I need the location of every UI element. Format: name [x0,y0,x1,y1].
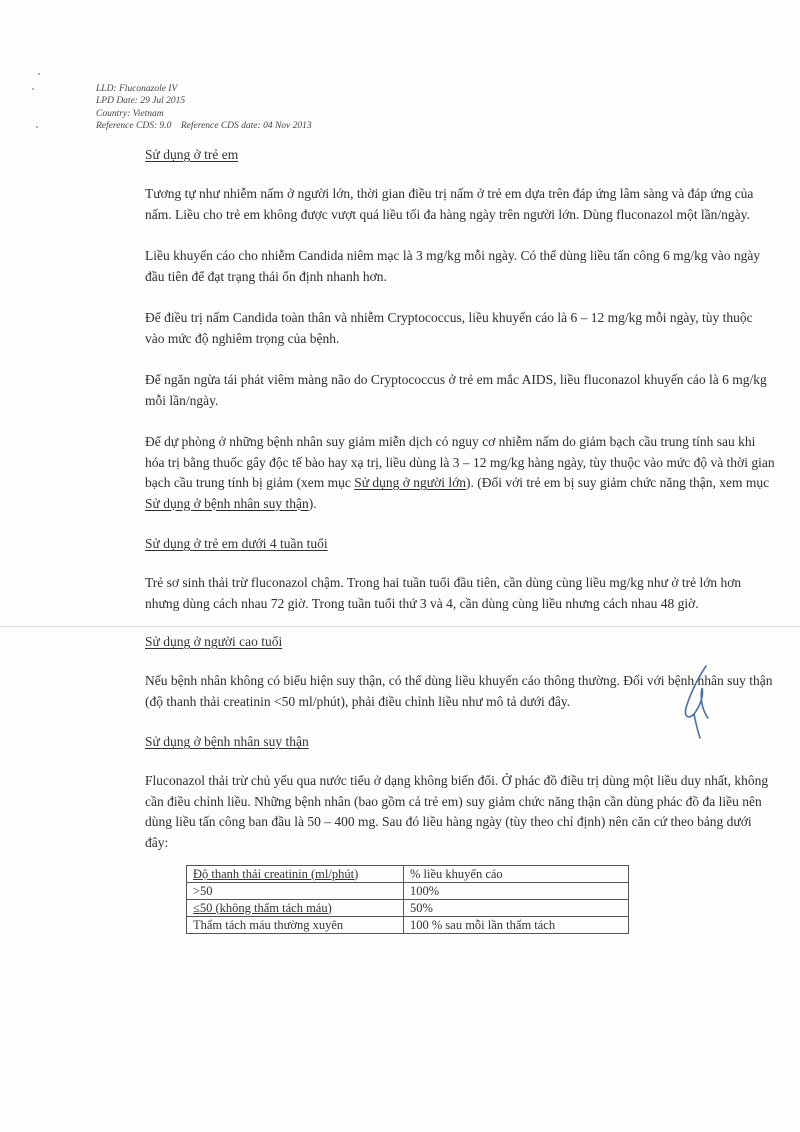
paragraph: Để điều trị nấm Candida toàn thân và nhiễm Cryptococcus, liều khuyến cáo là 6 – 12 mg/kg mỗi ngày, tùy thuộc vào mức độ nghiêm trọng của bệnh. [145,310,753,346]
scan-speck [32,88,34,90]
paragraph: Để ngăn ngừa tái phát viêm màng não do Cryptococcus ở trẻ em mắc AIDS, liều fluconazol khuyến cáo là 6 mg/kg mỗi lần/ngày. [145,372,767,408]
header-lpd-date: LPD Date: 29 Jul 2015 [96,96,186,107]
table-row [187,900,629,917]
table-header-cell: Độ thanh thải creatinin (ml/phút) [187,866,404,883]
table-cell: Thẩm tách máu thường xuyên [187,917,404,934]
section-heading-renal: Sử dụng ở bệnh nhân suy thận [145,734,309,749]
document-header [96,83,312,132]
text: Để dự phòng ở những bệnh nhân suy giảm miễn dịch có nguy cơ nhiễm nấm do giảm bạch cầu trung tính sau khi hóa trị bằng thuốc gây độc tế bào hay xạ trị, liều dùng là 3 – 12 mg/kg hàng ngày, tùy thuộc vào mức độ và thời gian bạch cầu trung tính bị giảm (xem mục [145,434,775,490]
signature-stroke [685,666,708,738]
table-cell: >50 [187,883,404,900]
header-country: Country: Vietnam [96,108,164,119]
paragraph-cross-reference [145,432,775,514]
table-cell: ≤50 (không thẩm tách máu) [187,900,404,917]
header-lld: LLD: Fluconazole IV [96,84,178,94]
section-heading-elderly: Sử dụng ở người cao tuổi [145,634,283,649]
header-reference: Reference CDS: 9.0 Reference CDS date: 04 Nov 2013 [96,120,312,131]
table-row [187,917,629,934]
table-cell: 100% [404,883,629,900]
scan-speck [38,73,40,75]
handwritten-initial-signature [676,664,720,742]
paragraph: Liều khuyến cáo cho nhiễm Candida niêm mạc là 3 mg/kg mỗi ngày. Có thể dùng liều tấn công 6 mg/kg vào ngày đầu tiên để đạt trạng thái ổn định nhanh hơn. [145,248,761,284]
paragraph: Nếu bệnh nhân không có biểu hiện suy thận, có thể dùng liều khuyến cáo thông thường. Đối với bệnh nhân suy thận (độ thanh thải creatinin <50 ml/phút), phải điều chỉnh liều như mô tả dưới đây. [145,673,773,709]
cross-reference-renal: Sử dụng ở bệnh nhân suy thận [145,495,309,511]
section-heading-infants: Sử dụng ở trẻ em dưới 4 tuần tuổi [145,536,328,551]
table-row [187,883,629,900]
text: ). [308,495,317,511]
section-heading-children: Sử dụng ở trẻ em [145,147,239,162]
paragraph: Fluconazol thải trừ chủ yếu qua nước tiểu ở dạng không biến đổi. Ở phác đồ điều trị dùng một liều duy nhất, không cần điều chỉnh liều. Những bệnh nhân (bao gồm cả trẻ em) suy giảm chức năng thận cần dùng phác đồ đa liều nên dùng liều tấn công ban đầu là 50 – 400 mg. Sau đó liều hàng ngày (tùy theo chỉ định) nên căn cứ theo bảng dưới đây: [145,773,769,850]
paragraph: Tương tự như nhiễm nấm ở người lớn, thời gian điều trị nấm ở trẻ em dựa trên đáp ứng lâm sàng và đáp ứng của nấm. Liều cho trẻ em không được vượt quá liều tối đa hàng ngày trên người lớn. Dùng fluconazol một lần/ngày. [145,186,754,222]
dose-adjustment-table [186,865,629,934]
table-header-row [187,866,629,883]
table-cell: 100 % sau mỗi lần thẩm tách [404,917,629,934]
paragraph: Trẻ sơ sinh thải trừ fluconazol chậm. Trong hai tuần tuổi đầu tiên, cần dùng cùng liều mg/kg như ở trẻ lớn hơn nhưng dùng cách nhau 72 giờ. Trong tuần tuổi thứ 3 và 4, cần dùng cùng liều nhưng cách nhau 48 giờ. [145,575,742,611]
cross-reference-adults: Sử dụng ở người lớn [354,475,467,490]
table-header-cell: % liều khuyến cáo [404,866,629,883]
document-body [145,147,775,934]
scan-speck [36,126,38,128]
table-cell: 50% [404,900,629,917]
text: ). (Đối với trẻ em bị suy giảm chức năng thận, xem mục [466,475,770,490]
